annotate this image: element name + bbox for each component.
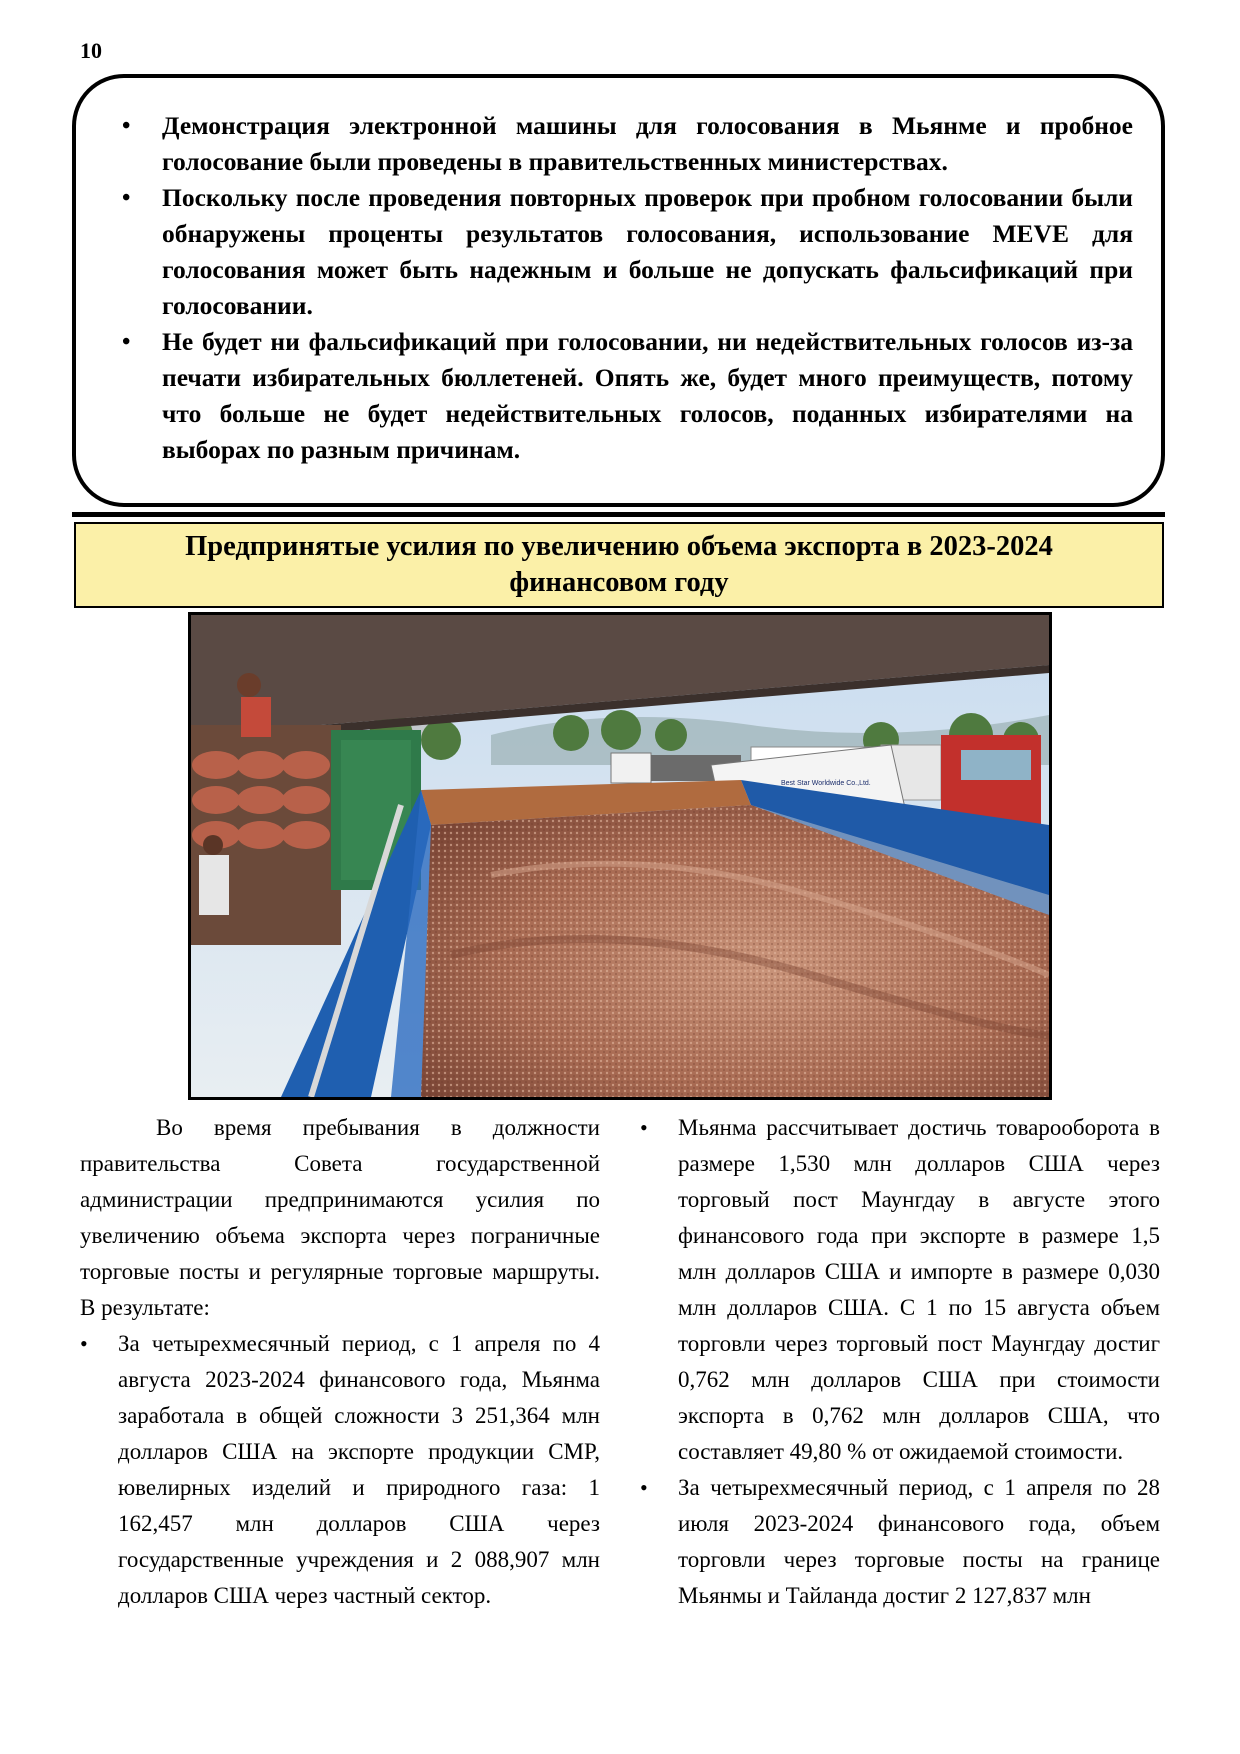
callout-box [72,74,1165,507]
section-heading-text: Предпринятые усилия по увеличению объема экспорта в 2023-2024 финансовом году [185,531,1053,598]
right-bullet-list [640,1110,1160,1614]
right-bullet: • За четырехмесячный период, с 1 апреля по 28 июля 2023-2024 финансового года, объем торговли через торговые посты на границе Мьянмы и Тайланда достиг 2 127,837 млн [640,1470,1160,1614]
callout-list [128,108,1133,468]
left-column [80,1110,600,1614]
photo-illustration [191,615,1049,1097]
truck-sign-text: Best Star Worldwide Co.,Ltd. [781,780,871,787]
right-bullet: • Мьянма рассчитывает достичь товарооборота в размере 1,530 млн долларов США через торговый пост Маунгдау в августе этого финансового года при экспорте в размере 1,5 млн долларов США и импорте в размере 0,030 млн долларов США. С 1 по 15 августа объем торговли через торговый пост Маунгдау достиг 0,762 млн долларов США при стоимости экспорта в 0,762 млн долларов США, что составляет 49,80 % от ожидаемой стоимости. [640,1110,1160,1470]
left-bullet-list [80,1326,600,1614]
callout-bullet: • Не будет ни фальсификаций при голосовании, ни недействительных голосов из-за печати избирательных бюллетеней. Опять же, будет много преимуществ, потому что больше не будет недействительных голосов, поданных избирателями на выборах по разным причинам. [128,324,1133,468]
export-truck-photo [188,612,1052,1100]
intro-paragraph: Во время пребывания в должности правительства Совета государственной администрации предпринимаются усилия по увеличению объема экспорта через пограничные торговые посты и регулярные торговые маршруты. В результате: [80,1115,600,1320]
section-divider [72,512,1165,517]
callout-bullet: • Демонстрация электронной машины для голосования в Мьянме и пробное голосование были проведены в правительственных министерствах. [128,108,1133,180]
left-bullet: • За четырехмесячный период, с 1 апреля по 4 августа 2023-2024 финансового года, Мьянма заработала в общей сложности 3 251,364 млн долларов США на экспорте продукции CMP, ювелирных изделий и природного газа: 1 162,457 млн долларов США через государственные учреждения и 2 088,907 млн долларов США через частный сектор. [80,1326,600,1614]
section-heading [74,522,1164,608]
right-column [640,1110,1160,1640]
callout-bullet: • Поскольку после проведения повторных проверок при пробном голосовании были обнаружены проценты результатов голосования, использование MEVE для голосования может быть надежным и больше не допускать фальсификаций при голосовании. [128,180,1133,324]
page-number: 10 [80,38,102,63]
right-column-clip [640,1110,1160,1640]
